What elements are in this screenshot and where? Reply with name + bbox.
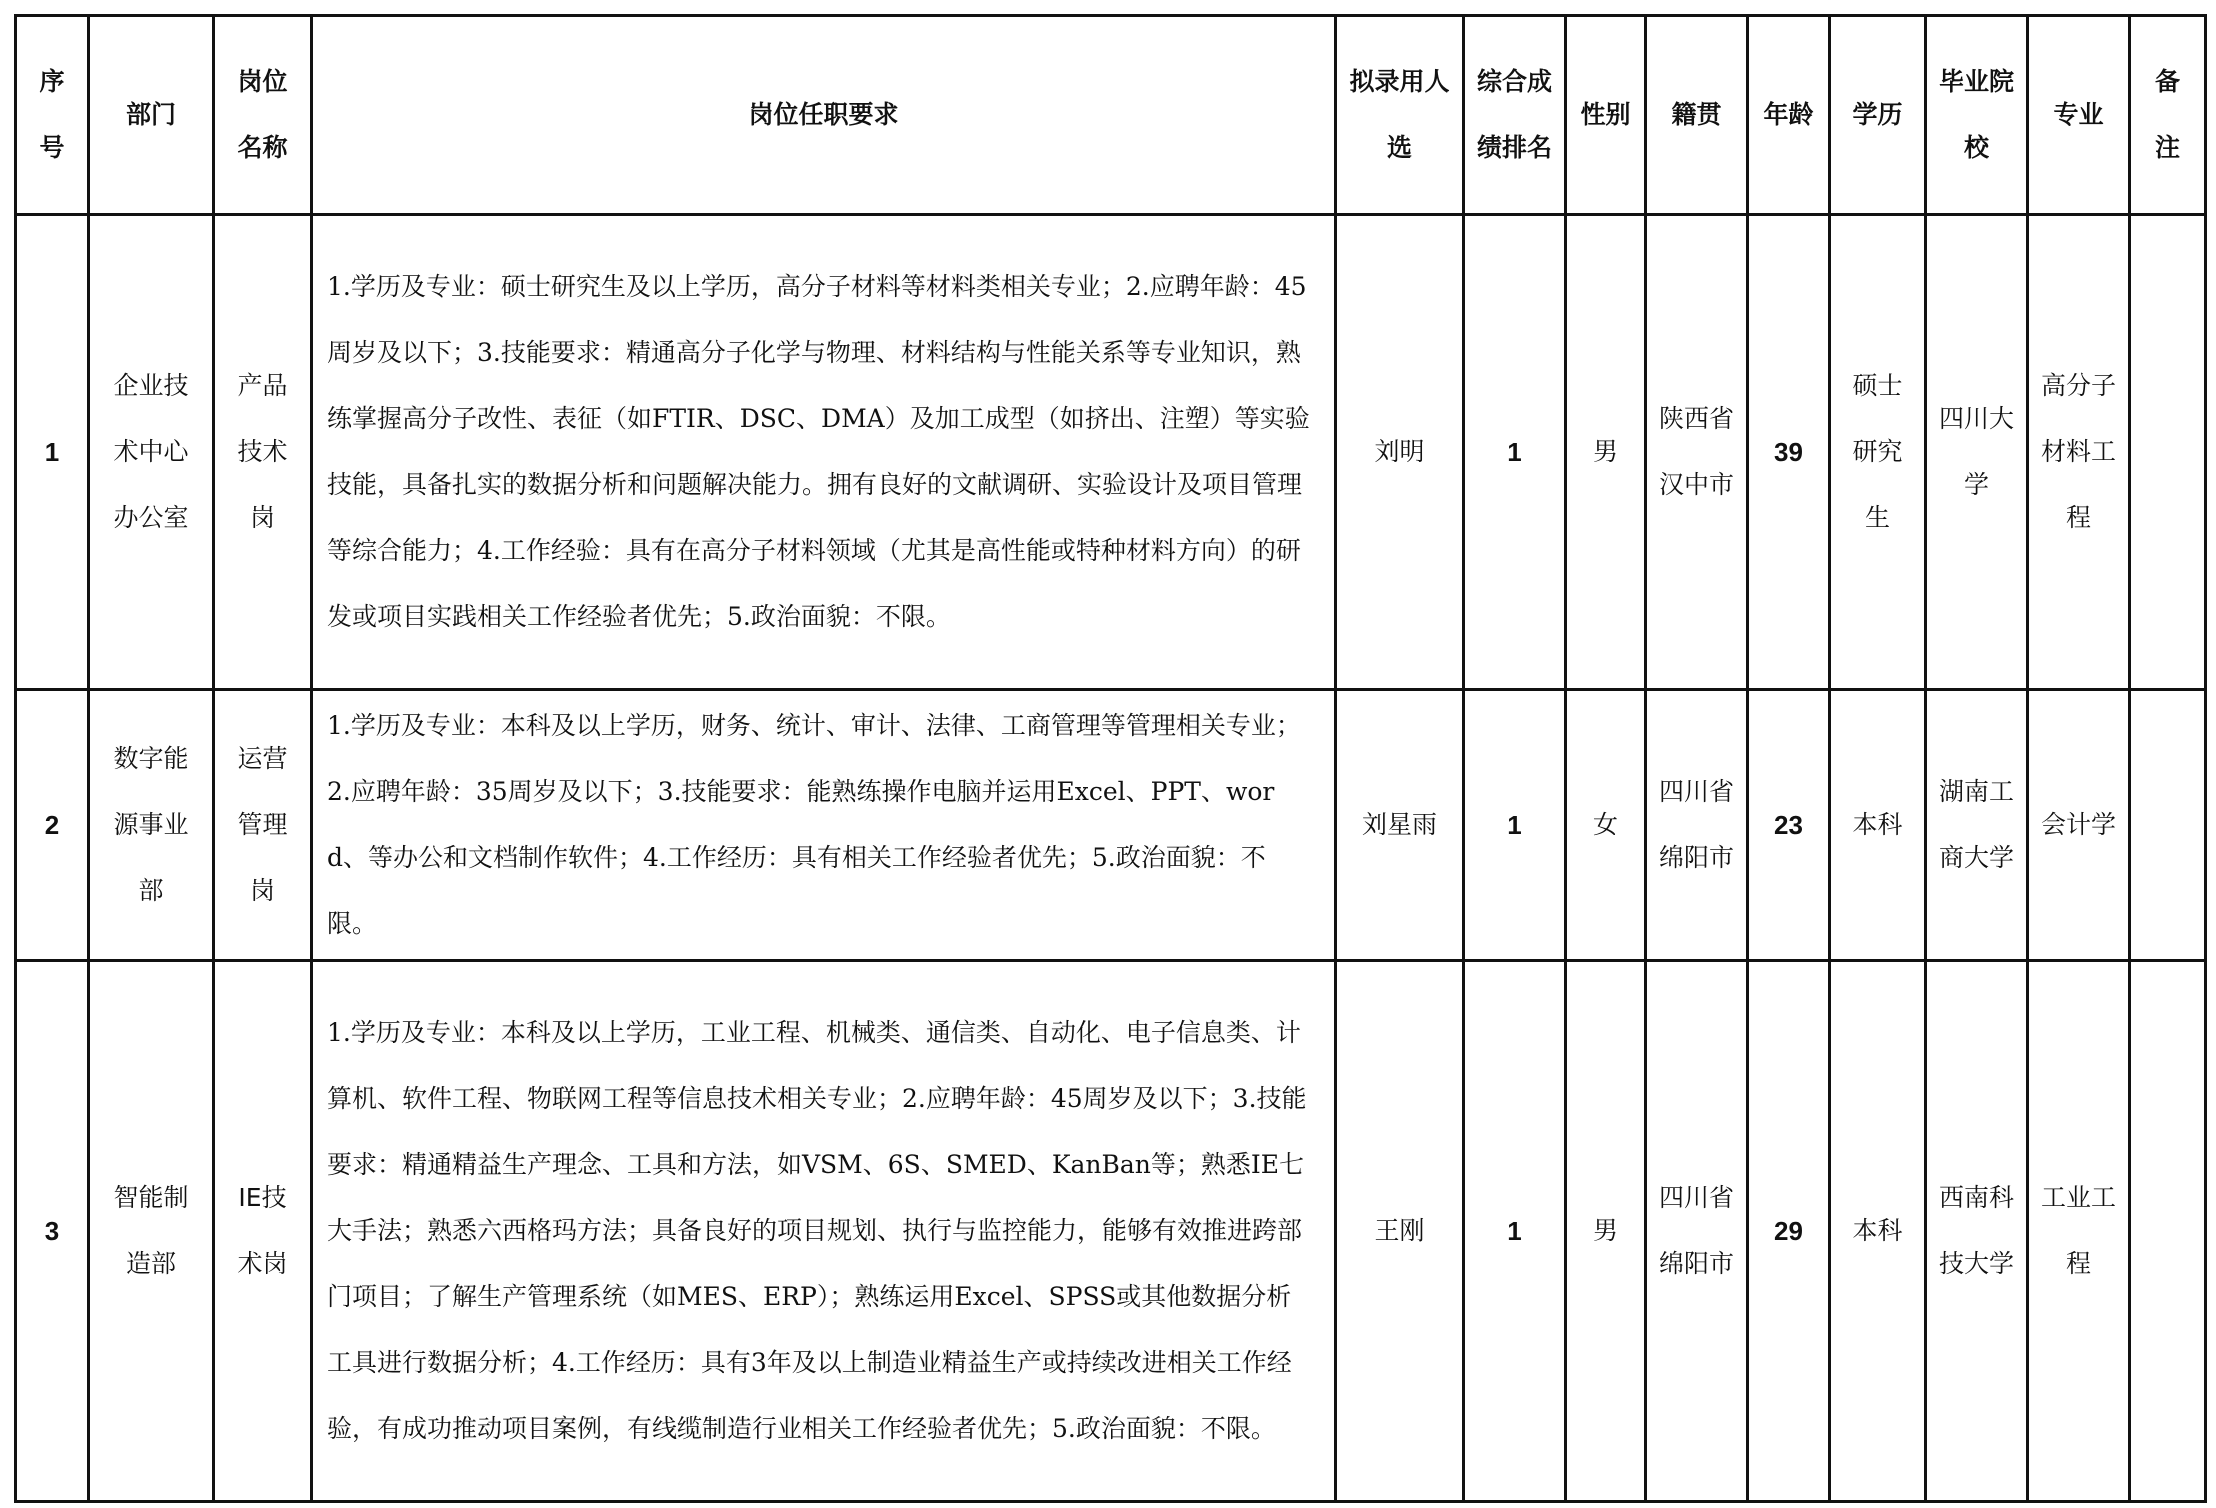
header-origin: 籍贯 [1646,16,1748,215]
cell-position: IE技术岗 [214,961,312,1502]
cell-gender: 女 [1566,690,1646,961]
cell-position: 产品技术岗 [214,215,312,690]
recruitment-table [14,14,2207,1503]
table-row [16,215,2206,690]
header-remark: 备注 [2130,16,2206,215]
header-major: 专业 [2028,16,2130,215]
cell-origin: 陕西省汉中市 [1646,215,1748,690]
cell-education: 本科 [1830,690,1926,961]
header-seq: 序号 [16,16,89,215]
cell-candidate: 刘星雨 [1336,690,1464,961]
header-age: 年龄 [1748,16,1830,215]
cell-remark [2130,215,2206,690]
header-requirements: 岗位任职要求 [312,16,1336,215]
cell-origin: 四川省绵阳市 [1646,961,1748,1502]
cell-gender: 男 [1566,215,1646,690]
cell-major: 会计学 [2028,690,2130,961]
cell-origin: 四川省绵阳市 [1646,690,1748,961]
cell-school: 四川大学 [1926,215,2028,690]
cell-age: 29 [1748,961,1830,1502]
cell-position: 运营管理岗 [214,690,312,961]
cell-dept: 数字能源事业部 [89,690,214,961]
cell-requirements: 1.学历及专业：硕士研究生及以上学历，高分子材料等材料类相关专业；2.应聘年龄：45周岁及以下；3.技能要求：精通高分子化学与物理、材料结构与性能关系等专业知识，熟练掌握高分子改性、表征（如FTIR、DSC、DMA）及加工成型（如挤出、注塑）等实验技能，具备扎实的数据分析和问题解决能力。拥有良好的文献调研、实验设计及项目管理等综合能力；4.工作经验：具有在高分子材料领域（尤其是高性能或特种材料方向）的研发或项目实践相关工作经验者优先；5.政治面貌：不限。 [312,215,1336,690]
cell-remark [2130,690,2206,961]
cell-school: 湖南工商大学 [1926,690,2028,961]
cell-requirements: 1.学历及专业：本科及以上学历，工业工程、机械类、通信类、自动化、电子信息类、计算机、软件工程、物联网工程等信息技术相关专业；2.应聘年龄：45周岁及以下；3.技能要求：精通精益生产理念、工具和方法，如VSM、6S、SMED、KanBan等；熟悉IE七大手法；熟悉六西格玛方法；具备良好的项目规划、执行与监控能力，能够有效推进跨部门项目；了解生产管理系统（如MES、ERP）；熟练运用Excel、SPSS或其他数据分析工具进行数据分析；4.工作经历：具有3年及以上制造业精益生产或持续改进相关工作经验，有成功推动项目案例，有线缆制造行业相关工作经验者优先；5.政治面貌：不限。 [312,961,1336,1502]
cell-rank: 1 [1464,690,1566,961]
cell-seq: 2 [16,690,89,961]
cell-age: 39 [1748,215,1830,690]
cell-age: 23 [1748,690,1830,961]
header-position: 岗位名称 [214,16,312,215]
cell-seq: 1 [16,215,89,690]
header-school: 毕业院校 [1926,16,2028,215]
cell-education: 本科 [1830,961,1926,1502]
cell-dept: 企业技术中心办公室 [89,215,214,690]
cell-gender: 男 [1566,961,1646,1502]
header-dept: 部门 [89,16,214,215]
header-row [16,16,2206,215]
cell-rank: 1 [1464,961,1566,1502]
cell-remark [2130,961,2206,1502]
table-row [16,961,2206,1502]
table-row [16,690,2206,961]
cell-major: 高分子材料工程 [2028,215,2130,690]
header-education: 学历 [1830,16,1926,215]
cell-seq: 3 [16,961,89,1502]
cell-requirements: 1.学历及专业：本科及以上学历，财务、统计、审计、法律、工商管理等管理相关专业；2.应聘年龄：35周岁及以下；3.技能要求：能熟练操作电脑并运用Excel、PPT、word、等办公和文档制作软件；4.工作经历：具有相关工作经验者优先；5.政治面貌：不限。 [312,690,1336,961]
cell-school: 西南科技大学 [1926,961,2028,1502]
header-rank: 综合成绩排名 [1464,16,1566,215]
header-candidate: 拟录用人选 [1336,16,1464,215]
cell-education: 硕士研究生 [1830,215,1926,690]
cell-candidate: 王刚 [1336,961,1464,1502]
header-gender: 性别 [1566,16,1646,215]
cell-major: 工业工程 [2028,961,2130,1502]
cell-rank: 1 [1464,215,1566,690]
cell-dept: 智能制造部 [89,961,214,1502]
cell-candidate: 刘明 [1336,215,1464,690]
